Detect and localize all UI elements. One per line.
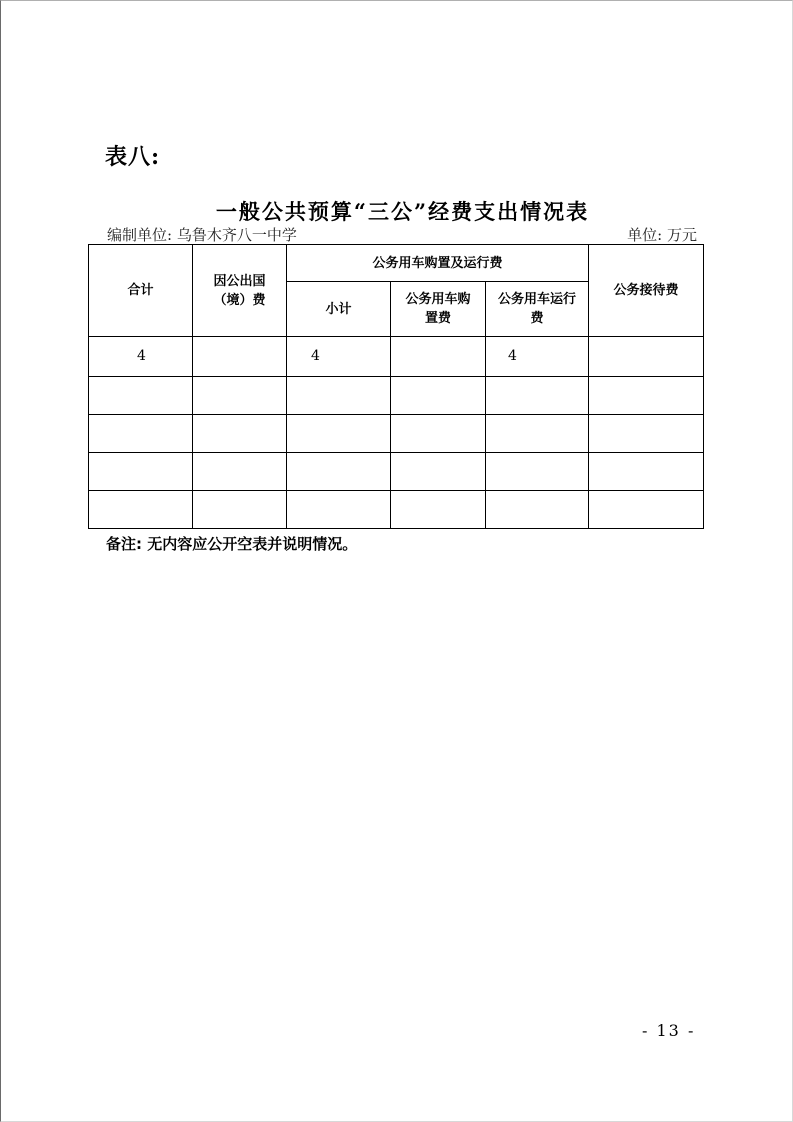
- header-operation-line2: 费: [530, 311, 544, 326]
- header-abroad-line2: （境）费: [213, 292, 266, 308]
- header-purchase: [391, 282, 486, 337]
- footnote: 备注: 无内容应公开空表并说明情况。: [106, 535, 358, 553]
- cell-purchase: [391, 377, 486, 415]
- cell-subtotal: 4: [287, 337, 391, 377]
- cell-purchase: [391, 453, 486, 491]
- cell-operation: 4: [486, 337, 589, 377]
- cell-total: [89, 453, 193, 491]
- cell-reception: [589, 491, 704, 529]
- cell-abroad: [193, 453, 287, 491]
- document-title: 一般公共预算“三公”经费支出情况表: [215, 199, 590, 224]
- currency-unit: 单位: 万元: [627, 226, 697, 244]
- cell-operation: [486, 453, 589, 491]
- compiling-unit: 编制单位: 乌鲁木齐八一中学: [107, 226, 297, 244]
- cell-subtotal: [287, 377, 391, 415]
- cell-abroad: [193, 377, 287, 415]
- section-label: 表八:: [105, 144, 161, 170]
- page-number: - 13 -: [642, 1021, 696, 1040]
- header-abroad: [193, 245, 287, 337]
- cell-abroad: [193, 491, 287, 529]
- cell-reception: [589, 415, 704, 453]
- cell-subtotal: [287, 453, 391, 491]
- header-abroad-line1: 因公出国: [213, 273, 266, 289]
- cell-subtotal: [287, 491, 391, 529]
- cell-operation: [486, 377, 589, 415]
- cell-total: [89, 491, 193, 529]
- table-row: [89, 337, 704, 377]
- header-total: 合计: [89, 245, 193, 337]
- header-operation-line1: 公务用车运行: [498, 292, 577, 307]
- header-purchase-line2: 置费: [424, 311, 451, 326]
- cell-operation: [486, 491, 589, 529]
- cell-reception: [589, 453, 704, 491]
- cell-purchase: [391, 491, 486, 529]
- cell-abroad: [193, 415, 287, 453]
- table-row: [89, 491, 704, 529]
- cell-abroad: [193, 337, 287, 377]
- table-row: [89, 415, 704, 453]
- cell-purchase: [391, 415, 486, 453]
- table-row: [89, 377, 704, 415]
- three-public-expenses-table: [88, 244, 704, 529]
- cell-total: 4: [89, 337, 193, 377]
- cell-total: [89, 377, 193, 415]
- header-reception: 公务接待费: [589, 245, 704, 337]
- table-row: [89, 453, 704, 491]
- cell-reception: [589, 337, 704, 377]
- header-purchase-line1: 公务用车购: [405, 292, 471, 307]
- cell-reception: [589, 377, 704, 415]
- header-row-1: [89, 245, 704, 282]
- header-vehicle-group: 公务用车购置及运行费: [287, 245, 589, 282]
- cell-subtotal: [287, 415, 391, 453]
- cell-total: [89, 415, 193, 453]
- header-subtotal: 小计: [287, 282, 391, 337]
- cell-operation: [486, 415, 589, 453]
- cell-purchase: [391, 337, 486, 377]
- header-operation: [486, 282, 589, 337]
